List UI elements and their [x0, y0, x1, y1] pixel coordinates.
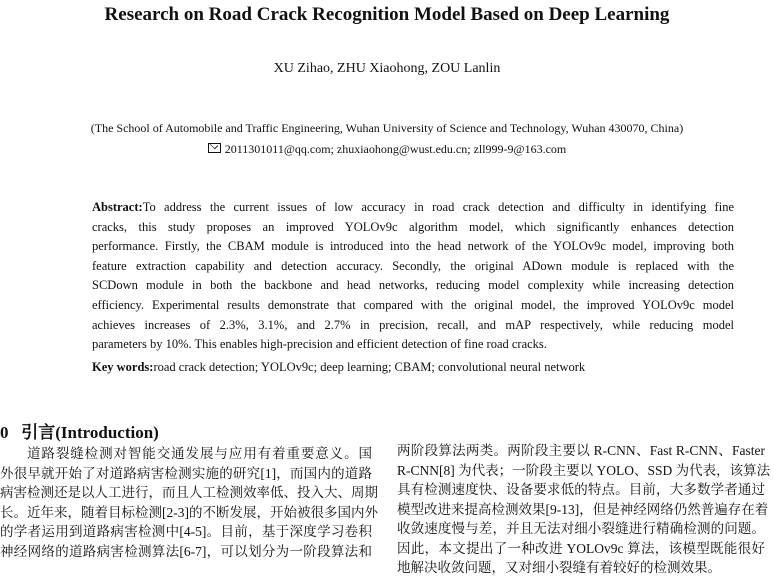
body-line: 长。近年来，随着目标检测[2-3]的不断发展，开始被很多国内外 — [0, 504, 378, 520]
abstract-label: Abstract: — [92, 200, 143, 214]
keywords-label: Key words: — [92, 360, 154, 374]
body-line: R-CNN[8] 为代表；一阶段主要以 YOLO、SSD 为代表，该算法 — [397, 462, 771, 478]
abstract-line — [92, 218, 734, 238]
right-column — [397, 441, 771, 578]
abstract-text: cracks, this study proposes an improved YOLOv9c algorithm model, which significantly enhances detection — [92, 219, 734, 234]
abstract-line — [92, 276, 734, 296]
abstract-text: performance. Firstly, the CBAM module is introduced into the head network of the YOLOv9c model, improving both — [92, 239, 734, 254]
abstract-text: achieves increases of 2.3%, 3.1%, and 2.7% in precision, recall, and mAP respectively, while reducing model — [92, 317, 734, 332]
section-number: 0 — [0, 423, 9, 442]
body-line: 具有检测速度快、设备要求低的特点。目前，大多数学者通过 — [397, 482, 765, 497]
abstract-text: To address the current issues of low accuracy in road crack detection and difficulty in identifying fine — [142, 200, 734, 214]
abstract-text: SCDown module in both the backbone and head networks, reducing model complexity while increasing detection — [92, 278, 734, 293]
left-body — [0, 444, 378, 561]
abstract-line — [92, 257, 734, 277]
emails: 2011301011@qq.com; zhuxiaohong@wust.edu.cn; zll999-9@163.com — [224, 142, 567, 156]
paper-title: Research on Road Crack Recognition Model Based on Deep Learning — [104, 4, 670, 25]
abstract-line — [92, 237, 734, 257]
body-line: 道路裂缝检测对智能交通发展与应用有着重要意义。国 — [27, 446, 372, 461]
body-line: 神经网络的道路病害检测算法[6-7]，可以划分为一阶段算法和 — [0, 543, 372, 559]
left-column — [0, 422, 378, 561]
body-line: 地解决收敛问题，又对细小裂缝有着较好的检测效果。 — [397, 560, 721, 575]
keywords — [92, 358, 585, 376]
body-line: 收敛速度慢与差，并且无法对细小裂缝进行精确检测的问题。 — [397, 521, 765, 536]
authors: XU Zihao, ZHU Xiaohong, ZOU Lanlin — [273, 61, 501, 76]
abstract-text: efficiency. Experimental results demonstrate that compared with the original model, the improved YOLOv9c model — [92, 297, 734, 312]
email-line — [0, 142, 774, 157]
body-line: 模型改进来提高检测效果[9-13]，但是神经网络仍然普遍存在着 — [397, 501, 769, 517]
abstract — [92, 198, 734, 355]
body-line: 的学者运用到道路病害检测中[4-5]。目前，基于深度学习卷积 — [0, 524, 372, 539]
abstract-text: feature extraction capability and detection accuracy. Secondly, the original ADown module is replaced with the — [92, 258, 734, 273]
abstract-line — [92, 296, 734, 316]
section-title: 引言(Introduction) — [21, 423, 159, 442]
section-heading — [0, 422, 372, 444]
abstract-line — [92, 316, 734, 336]
abstract-text: parameters by 10%. This enables high-precision and efficient detection of fine road cracks. — [92, 337, 547, 352]
abstract-line — [92, 198, 734, 218]
keywords-text: road crack detection; YOLOv9c; deep learning; CBAM; convolutional neural network — [153, 360, 586, 374]
affiliation: (The School of Automobile and Traffic Engineering, Wuhan University of Science and Technology, Wuhan 430070, China) — [90, 121, 684, 135]
body-line: 两阶段算法两类。两阶段主要以 R-CNN、Fast R-CNN、Faster — [397, 443, 765, 458]
envelope-icon — [208, 143, 221, 153]
abstract-line — [92, 335, 734, 355]
body-line: 病害检测还是以人工进行，而且人工检测效率低、投入大、周期 — [0, 485, 378, 500]
body-line: 外很早就开始了对道路病害检测实施的研究[1]，而国内的道路 — [0, 465, 372, 481]
body-line: 因此，本文提出了一种改进 YOLOv9c 算法，该模型既能很好 — [397, 540, 765, 556]
